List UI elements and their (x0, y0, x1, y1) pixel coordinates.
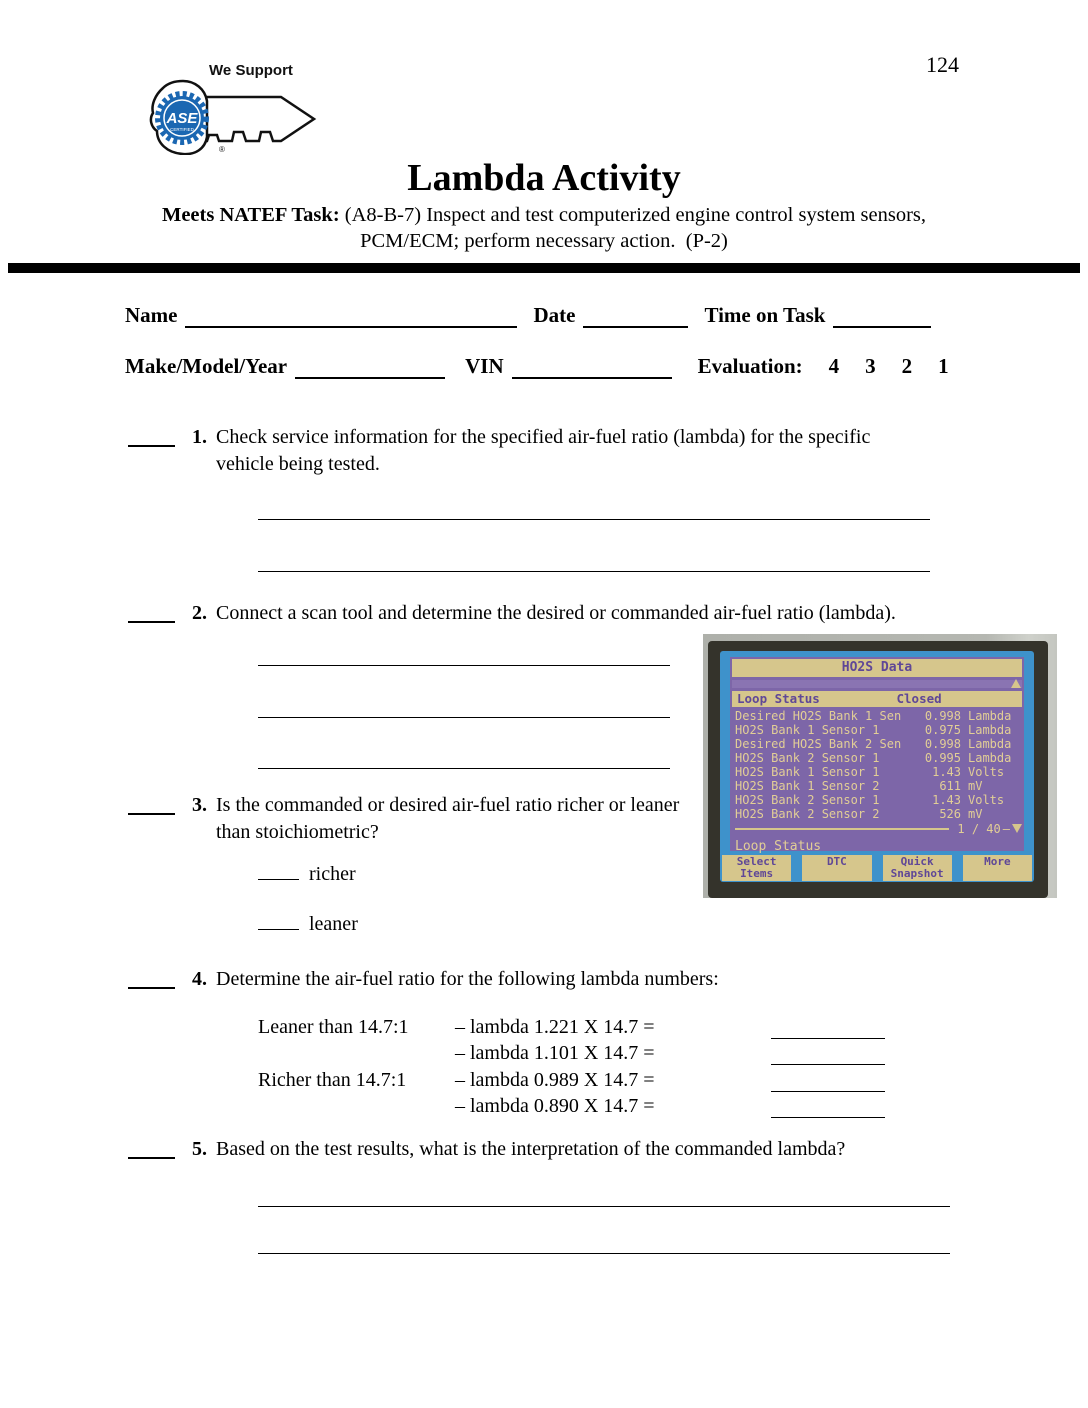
question-text: Determine the air-fuel ratio for the following lambda numbers: (216, 968, 719, 990)
scan-data-row: HO2S Bank 1 Sensor 1 0.975 Lambda (735, 723, 1012, 737)
question-1 (128, 424, 922, 477)
richer-checkbox-blank (258, 862, 299, 880)
scan-data-row: HO2S Bank 1 Sensor 2 611 mV (735, 779, 983, 793)
scrollbar (732, 680, 1022, 688)
question-number: 3. (192, 794, 207, 816)
answer-line (258, 519, 930, 520)
answer-blank (771, 1095, 885, 1118)
evaluation-label: Evaluation: (697, 354, 803, 378)
scroll-up-icon (1011, 679, 1021, 688)
natef-task-line2: PCM/ECM; perform necessary action. (P-2) (360, 230, 728, 252)
answer-blank (771, 1042, 885, 1065)
vin-label: VIN (465, 354, 504, 378)
scan-screen-title: HO2S Data (732, 659, 1022, 677)
divider-bar (8, 263, 1080, 273)
grade-blank (128, 600, 175, 623)
page-title: Lambda Activity (407, 157, 681, 199)
scan-data-row: HO2S Bank 2 Sensor 2 526 mV (735, 807, 983, 821)
natef-task-line1: Meets NATEF Task: (A8-B-7) Inspect and test computerized engine control system sensors, (161, 204, 927, 226)
grade-blank (128, 424, 175, 447)
make-model-year-blank (295, 355, 445, 379)
scan-softkey-row (722, 855, 1032, 881)
form-row-2 (125, 354, 949, 379)
registered-mark: ® (219, 145, 225, 154)
scan-tool-photo (703, 634, 1057, 898)
scan-data-row: HO2S Bank 2 Sensor 1 0.995 Lambda (735, 751, 1012, 765)
answer-line (258, 1253, 950, 1254)
scan-data-row: Desired HO2S Bank 1 Sen 0.998 Lambda (735, 709, 1012, 723)
ase-logo-text: ASE (166, 110, 198, 127)
answer-blank (771, 1016, 885, 1039)
grade-blank (128, 1136, 175, 1159)
lambda-table (258, 1012, 885, 1118)
answer-line (258, 768, 670, 769)
question-number: 4. (192, 968, 207, 990)
question-text: Is the commanded or desired air-fuel ratio richer or leaner than stoichiometric? (216, 794, 680, 843)
page-indicator: 1 / 40 (957, 821, 1001, 836)
answer-line (258, 665, 670, 666)
grade-blank (128, 966, 175, 989)
grade-blank (128, 792, 175, 815)
ase-certified-text: CERTIFIED (170, 127, 194, 132)
divider-line (735, 828, 949, 830)
evaluation-score-4: 4 (828, 354, 840, 378)
scan-button-more: More (963, 855, 1032, 881)
task-label: Meets NATEF Task: (161, 204, 340, 226)
time-on-task-label: Time on Task (704, 303, 826, 327)
evaluation-score-1: 1 (938, 354, 949, 378)
question-text: Check service information for the specified air-fuel ratio (lambda) for the specific vehicle being tested. (216, 426, 871, 475)
date-label: Date (533, 303, 576, 327)
form-row-1 (125, 303, 931, 328)
question-3 (128, 792, 686, 845)
date-blank (583, 304, 688, 328)
scan-page-row (730, 822, 1024, 835)
selected-parameter: Loop Status (735, 839, 822, 854)
natef-logo (133, 57, 318, 155)
question-text: Connect a scan tool and determine the desired or commanded air-fuel ratio (lambda). (216, 602, 896, 624)
key-blade-shape (205, 97, 314, 141)
answer-line (258, 1206, 950, 1207)
scan-data-row: Desired HO2S Bank 2 Sen 0.998 Lambda (735, 737, 1012, 751)
question-number: 5. (192, 1138, 207, 1160)
scan-data-row: HO2S Bank 1 Sensor 1 1.43 Volts (735, 765, 1005, 779)
scan-button-quick-snapshot: Quick Snapshot (883, 855, 952, 881)
richer-option (258, 862, 356, 886)
scan-data-row: HO2S Bank 2 Sensor 1 1.43 Volts (735, 793, 1005, 807)
page-indicator-dash: – (1002, 821, 1010, 836)
scroll-down-icon (1012, 824, 1022, 833)
scan-data-list (730, 709, 1024, 821)
lambda-row: Leaner than 14.7:1 – lambda 1.221 X 14.7 = (258, 1012, 885, 1039)
scan-header-row (732, 691, 1022, 707)
question-text: Based on the test results, what is the interpretation of the commanded lambda? (216, 1138, 846, 1160)
natef-key-logo-icon (133, 57, 318, 155)
scan-tool-screen (730, 657, 1024, 854)
name-blank (185, 304, 517, 328)
question-5 (128, 1136, 986, 1163)
lambda-row: – lambda 1.101 X 14.7 = (258, 1039, 885, 1066)
name-label: Name (125, 303, 178, 327)
logo-support-text: We Support (209, 62, 293, 79)
scan-tool-bezel (720, 651, 1034, 882)
scan-button-select-items: Select Items (722, 855, 791, 881)
leaner-option (258, 912, 358, 936)
answer-blank (771, 1069, 885, 1092)
make-model-year-label: Make/Model/Year (125, 354, 288, 378)
evaluation-score-2: 2 (901, 354, 913, 378)
scan-button-dtc: DTC (802, 855, 871, 881)
header-value: Closed (896, 691, 942, 706)
vin-blank (512, 355, 672, 379)
page-number: 124 (926, 52, 959, 77)
lambda-row: – lambda 0.890 X 14.7 = (258, 1092, 885, 1119)
lambda-row: Richer than 14.7:1 – lambda 0.989 X 14.7 = (258, 1065, 885, 1092)
scan-tool-housing (708, 641, 1048, 898)
question-number: 2. (192, 602, 207, 624)
leaner-label: leaner (309, 913, 358, 935)
answer-line (258, 717, 670, 718)
header-param: Loop Status (737, 691, 820, 706)
answer-line (258, 571, 930, 572)
richer-label: richer (309, 863, 356, 885)
time-on-task-blank (833, 304, 931, 328)
question-2 (128, 600, 986, 627)
evaluation-score-3: 3 (865, 354, 876, 378)
question-number: 1. (192, 426, 207, 448)
question-4 (128, 966, 916, 993)
leaner-checkbox-blank (258, 912, 299, 930)
